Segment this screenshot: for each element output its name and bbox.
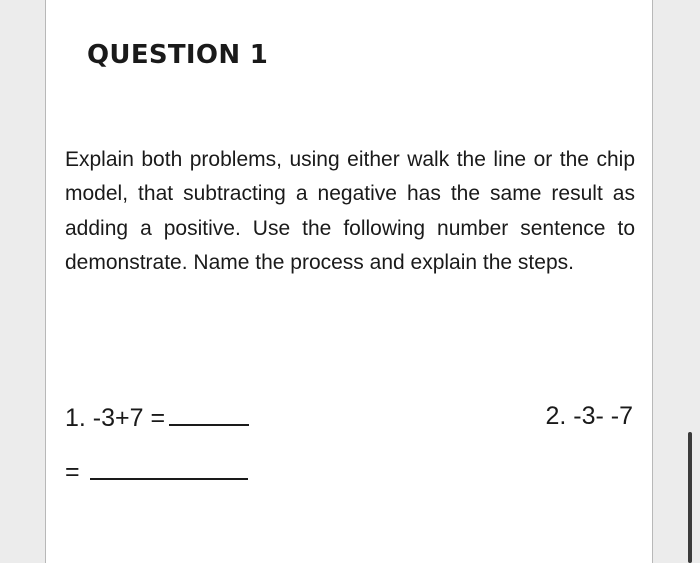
question-instructions: Explain both problems, using either walk the line or the chip model, that subtracting a negative has the same result as adding a positive. Use the following number sentence to demonstrate. Name the process and explain the steps. — [65, 148, 635, 275]
problem-one-expression: 1. -3+7 = — [65, 404, 166, 432]
answer-blank — [169, 402, 249, 426]
scrollbar-thumb[interactable] — [688, 432, 692, 563]
problem-one — [65, 402, 249, 433]
working-line — [65, 456, 248, 487]
equals-sign: = — [65, 458, 80, 486]
working-blank — [90, 456, 248, 480]
question-title: QUESTION 1 — [87, 40, 269, 70]
problem-two — [545, 402, 633, 431]
problem-two-expression: 2. -3- -7 — [545, 402, 633, 430]
